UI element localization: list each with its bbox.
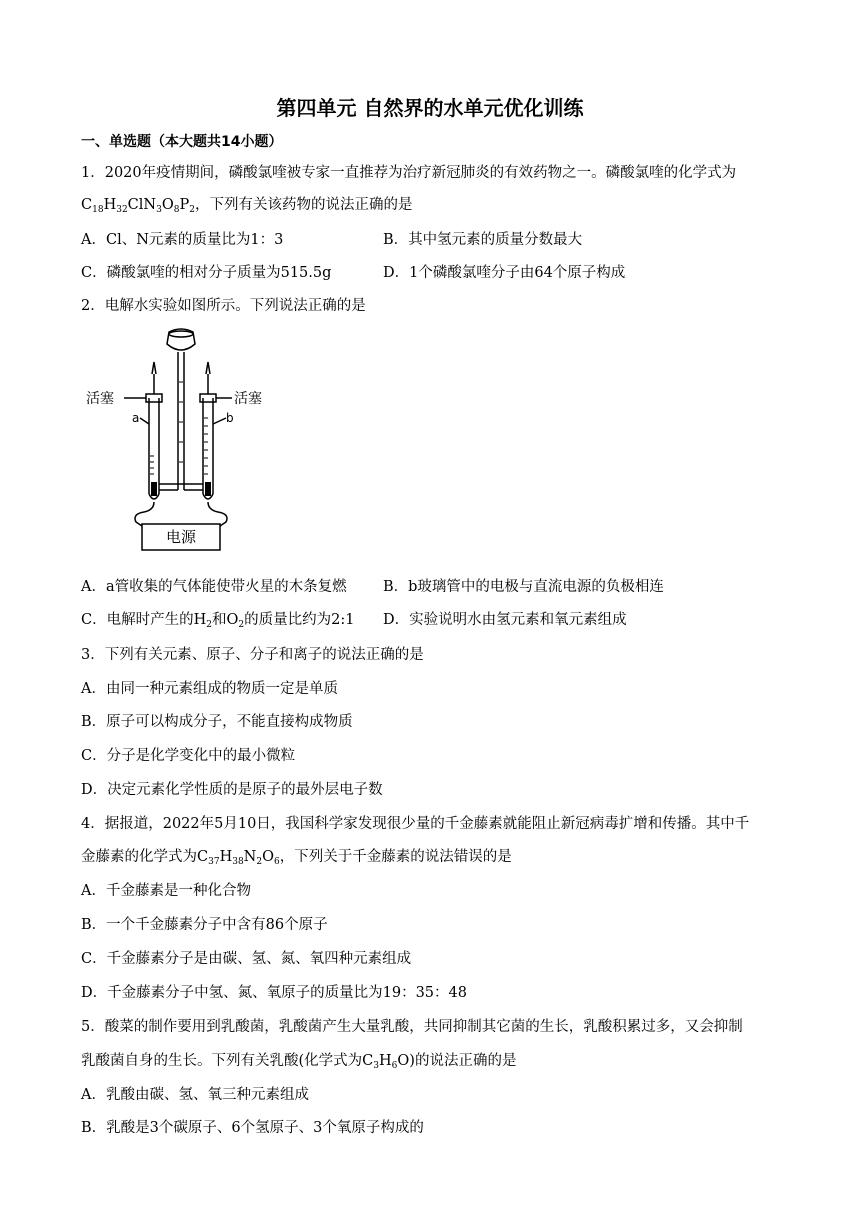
section-heading: 一、单选题（本大题共14小题） bbox=[81, 134, 283, 150]
question-2-option-b: B．b玻璃管中的电极与直流电源的负极相连 bbox=[383, 579, 664, 595]
question-3-option-d: D．决定元素化学性质的是原子的最外层电子数 bbox=[81, 782, 383, 798]
question-4-option-c: C．千金藤素分子是由碳、氢、氮、氧四种元素组成 bbox=[81, 951, 412, 967]
question-3-option-b: B．原子可以构成分子，不能直接构成物质 bbox=[81, 714, 353, 730]
formula-c18h32cln3o8p2: $C_{18}H_{32}ClN_3O_8P_2$ bbox=[81, 197, 195, 215]
question-1-option-a: A．Cl、N元素的质量比为1：3 bbox=[81, 232, 284, 248]
question-5-stem-line2: 乳酸菌自身的生长。下列有关乳酸(化学式为$C_3H_6O$)的说法正确的是 bbox=[81, 1053, 517, 1071]
question-4-option-b: B．一个千金藤素分子中含有86个原子 bbox=[81, 917, 328, 933]
tube-a-label: a bbox=[132, 411, 140, 425]
question-5-option-b: B．乳酸是3个碳原子、6个氢原子、3个氧原子构成的 bbox=[81, 1120, 424, 1136]
question-1-stem: 1．2020年疫情期间，磷酸氯喹被专家一直推荐为治疗新冠肺炎的有效药物之一。磷酸氯喹的化学式为 bbox=[81, 165, 737, 181]
question-1-option-c: C．磷酸氯喹的相对分子质量为515.5g bbox=[81, 265, 332, 281]
formula-c3h6o: $C_3H_6O$ bbox=[362, 1053, 410, 1071]
electrolysis-apparatus-figure bbox=[84, 322, 284, 554]
question-1-option-b: B．其中氢元素的质量分数最大 bbox=[383, 232, 583, 248]
question-4-stem-line2: 金藤素的化学式为$C_{37}H_{38}N_2O_6$，下列关于千金藤素的说法错误的是 bbox=[81, 849, 512, 867]
tube-b-label: b bbox=[226, 411, 234, 425]
page-title: 第四单元 自然界的水单元优化训练 bbox=[276, 96, 584, 120]
question-3-stem: 3．下列有关元素、原子、分子和离子的说法正确的是 bbox=[81, 647, 424, 663]
question-4-option-a: A．千金藤素是一种化合物 bbox=[81, 883, 251, 899]
question-2-option-c: C．电解时产生的$H_2$和$O_2$的质量比约为2:1 bbox=[81, 612, 355, 630]
question-1-stem-line2: $C_{18}H_{32}ClN_3O_8P_2$，下列有关该药物的说法正确的是 bbox=[81, 197, 413, 215]
question-4-option-d: D．千金藤素分子中氢、氮、氧原子的质量比为19：35：48 bbox=[81, 985, 467, 1001]
question-5-option-a: A．乳酸由碳、氢、氧三种元素组成 bbox=[81, 1087, 309, 1103]
question-5-stem: 5．酸菜的制作要用到乳酸菌，乳酸菌产生大量乳酸，共同抑制其它菌的生长，乳酸积累过多，又会抑制 bbox=[81, 1019, 743, 1035]
valve-left-label: 活塞 bbox=[86, 391, 114, 407]
question-3-option-a: A．由同一种元素组成的物质一定是单质 bbox=[81, 681, 338, 697]
question-3-option-c: C．分子是化学变化中的最小微粒 bbox=[81, 748, 296, 764]
question-2-option-a: A．a管收集的气体能使带火星的木条复燃 bbox=[81, 579, 347, 595]
question-1-option-d: D．1个磷酸氯喹分子由64个原子构成 bbox=[383, 265, 626, 281]
power-source-label: 电源 bbox=[165, 528, 197, 546]
valve-right-label: 活塞 bbox=[234, 391, 262, 407]
formula-c37h38n2o6: $C_{37}H_{38}N_2O_6$ bbox=[197, 849, 280, 867]
question-4-stem: 4．据报道，2022年5月10日，我国科学家发现很少量的千金藤素就能阻止新冠病毒扩增和传播。其中千 bbox=[81, 816, 750, 832]
question-2-option-d: D．实验说明水由氢元素和氧元素组成 bbox=[383, 612, 627, 628]
question-2-stem: 2．电解水实验如图所示。下列说法正确的是 bbox=[81, 298, 366, 314]
